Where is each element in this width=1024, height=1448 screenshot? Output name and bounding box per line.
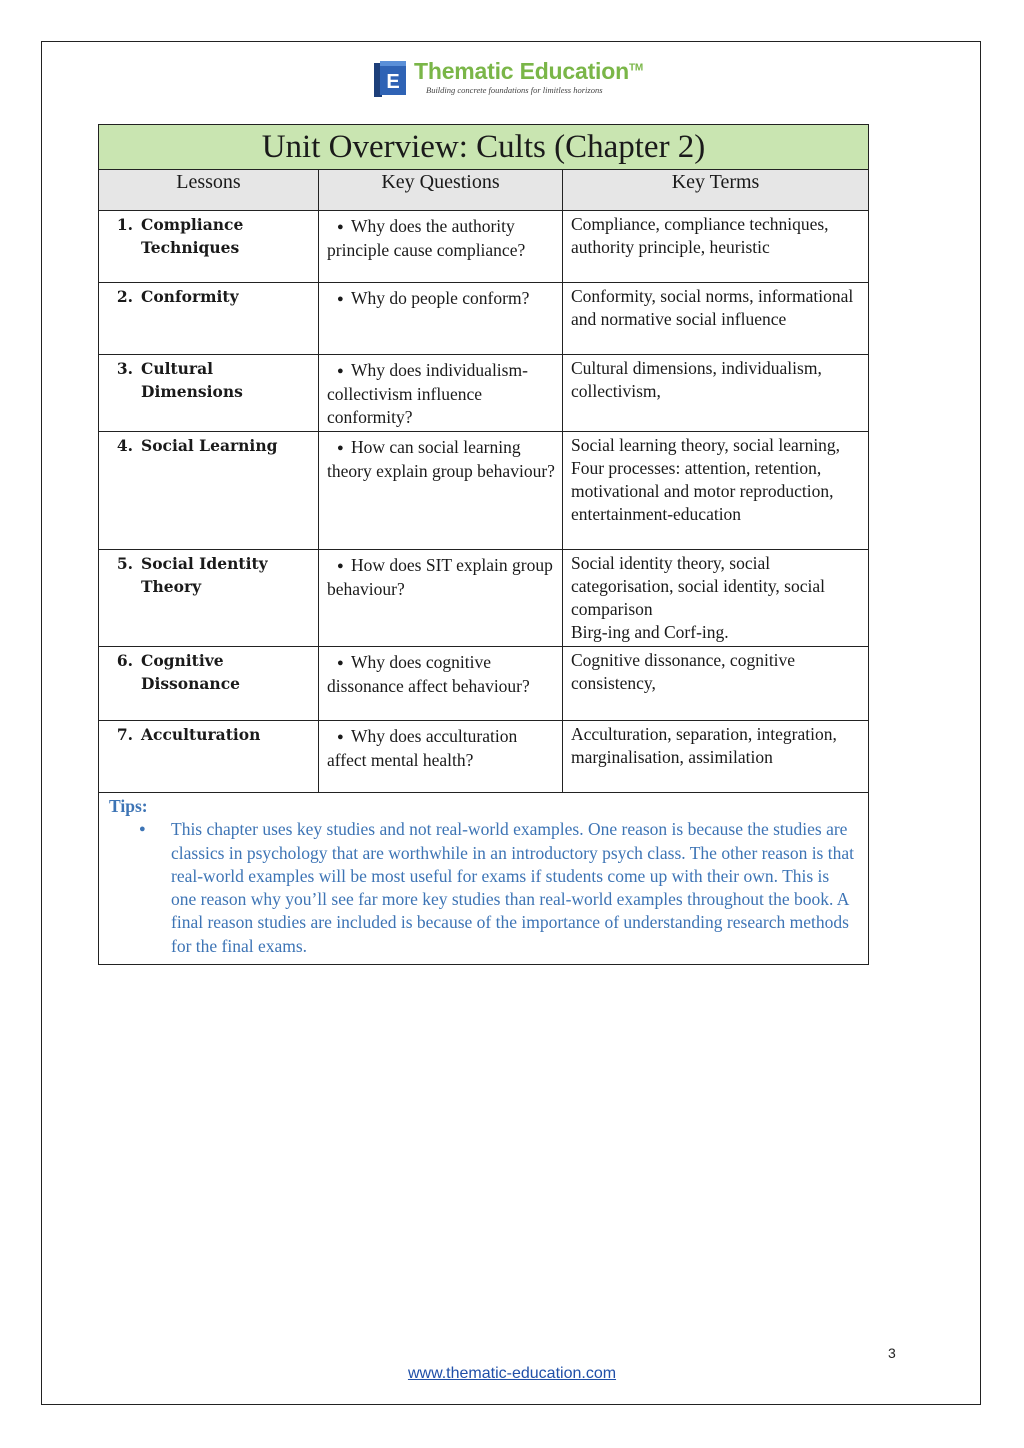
lesson-number: 5.: [116, 554, 133, 573]
key-question-cell: [319, 647, 563, 721]
bullet-icon: ●: [337, 560, 344, 572]
lesson-name: Compliance Techniques: [141, 215, 244, 257]
lesson-name: Social Learning: [141, 436, 278, 455]
page-number: 3: [888, 1345, 896, 1361]
table-row: [99, 283, 869, 355]
bullet-icon: ●: [337, 365, 344, 377]
bullet-icon: ●: [337, 442, 344, 454]
tips-section: [99, 793, 869, 965]
key-terms: Cultural dimensions, individualism, collectivism,: [571, 358, 822, 401]
key-terms-cell: [563, 721, 869, 793]
key-question-cell: [319, 283, 563, 355]
key-terms-cell: [563, 550, 869, 647]
lesson-number: 6.: [116, 651, 133, 670]
bullet-icon: ●: [139, 823, 146, 836]
key-question: Why does the authority principle cause compliance?: [327, 216, 526, 260]
lesson-cell: [99, 283, 319, 355]
key-terms: Social identity theory, social categorisation, social identity, social comparison: [571, 553, 825, 619]
table-row: [99, 550, 869, 647]
key-question: How can social learning theory explain group behaviour?: [327, 437, 555, 481]
lesson-name: Acculturation: [141, 725, 261, 744]
key-terms: Social learning theory, social learning, Four processes: attention, retention, motivational and motor reproduction, entertainment-education: [571, 435, 841, 524]
lesson-name: Cognitive Dissonance: [141, 651, 241, 693]
key-question: Why do people conform?: [351, 288, 530, 308]
brand-name: Thematic Education™: [414, 58, 643, 84]
key-terms-cell: [563, 432, 869, 550]
website-link[interactable]: www.thematic-education.com: [407, 1365, 617, 1382]
bullet-icon: ●: [337, 731, 344, 743]
lesson-number: 3.: [116, 359, 133, 378]
table-title: Unit Overview: Cults (Chapter 2): [99, 125, 869, 170]
key-question: Why does individualism-collectivism influence conformity?: [327, 360, 528, 427]
trademark-mark: TM: [628, 62, 643, 74]
lesson-cell: [99, 550, 319, 647]
key-terms: Acculturation, separation, integration, marginalisation, assimilation: [571, 724, 837, 767]
lesson-cell: [99, 211, 319, 283]
key-terms-cell: [563, 355, 869, 432]
key-terms-cell: [563, 283, 869, 355]
key-terms: Cognitive dissonance, cognitive consistency,: [571, 650, 796, 693]
table-row: [99, 211, 869, 283]
key-question-cell: [319, 432, 563, 550]
lesson-name: Social Identity Theory: [141, 554, 268, 596]
key-question-cell: [319, 355, 563, 432]
key-terms-cell: [563, 211, 869, 283]
lesson-number: 4.: [116, 436, 133, 455]
bullet-icon: ●: [337, 293, 344, 305]
brand-logo: [374, 57, 674, 99]
key-question-cell: [319, 550, 563, 647]
lesson-cell: [99, 355, 319, 432]
brand-tagline: Building concrete foundations for limitless horizons: [426, 85, 603, 95]
tip-text: This chapter uses key studies and not real-world examples. One reason is because the studies are classics in psychology that are worthwhile in an introductory psych class. The other reason is that real-world examples will be most useful for exams if students come up with their own. This is one reason why you’ll see far more key studies than real-world examples throughout the book. A final reason studies are included is because of the importance of understanding research methods for the final exams.: [171, 819, 854, 956]
column-header-key-terms: Key Terms: [563, 170, 869, 211]
tip-item: [109, 818, 858, 958]
key-question-cell: [319, 211, 563, 283]
key-question-cell: [319, 721, 563, 793]
key-question: Why does cognitive dissonance affect behaviour?: [327, 652, 530, 696]
bullet-icon: ●: [337, 657, 344, 669]
lesson-cell: [99, 432, 319, 550]
key-terms: Compliance, compliance techniques, authority principle, heuristic: [571, 214, 829, 257]
lesson-name: Conformity: [141, 287, 239, 306]
key-terms: Conformity, social norms, informational and normative social influence: [571, 286, 854, 329]
column-header-key-questions: Key Questions: [319, 170, 563, 211]
lesson-cell: [99, 647, 319, 721]
key-question: How does SIT explain group behaviour?: [327, 555, 553, 599]
table-row: [99, 647, 869, 721]
lesson-number: 2.: [116, 287, 133, 306]
bullet-icon: ●: [337, 221, 344, 233]
tips-list: [109, 818, 858, 958]
key-terms-cell: [563, 647, 869, 721]
column-header-lessons: Lessons: [99, 170, 319, 211]
book-logo-icon: [374, 59, 408, 97]
header-row: [99, 170, 869, 211]
lesson-number: 7.: [116, 725, 133, 744]
table-row: [99, 432, 869, 550]
table-row: [99, 721, 869, 793]
key-question: Why does acculturation affect mental health?: [327, 726, 518, 770]
lesson-name: Cultural Dimensions: [141, 359, 243, 401]
lesson-rows: [99, 211, 869, 793]
key-terms-extra: Birg-ing and Corf-ing.: [571, 622, 729, 642]
tips-label: Tips:: [109, 796, 148, 816]
table-row: [99, 355, 869, 432]
unit-overview-table: [98, 124, 869, 965]
lesson-number: 1.: [116, 215, 133, 234]
lesson-cell: [99, 721, 319, 793]
svg-text:E: E: [386, 71, 400, 93]
